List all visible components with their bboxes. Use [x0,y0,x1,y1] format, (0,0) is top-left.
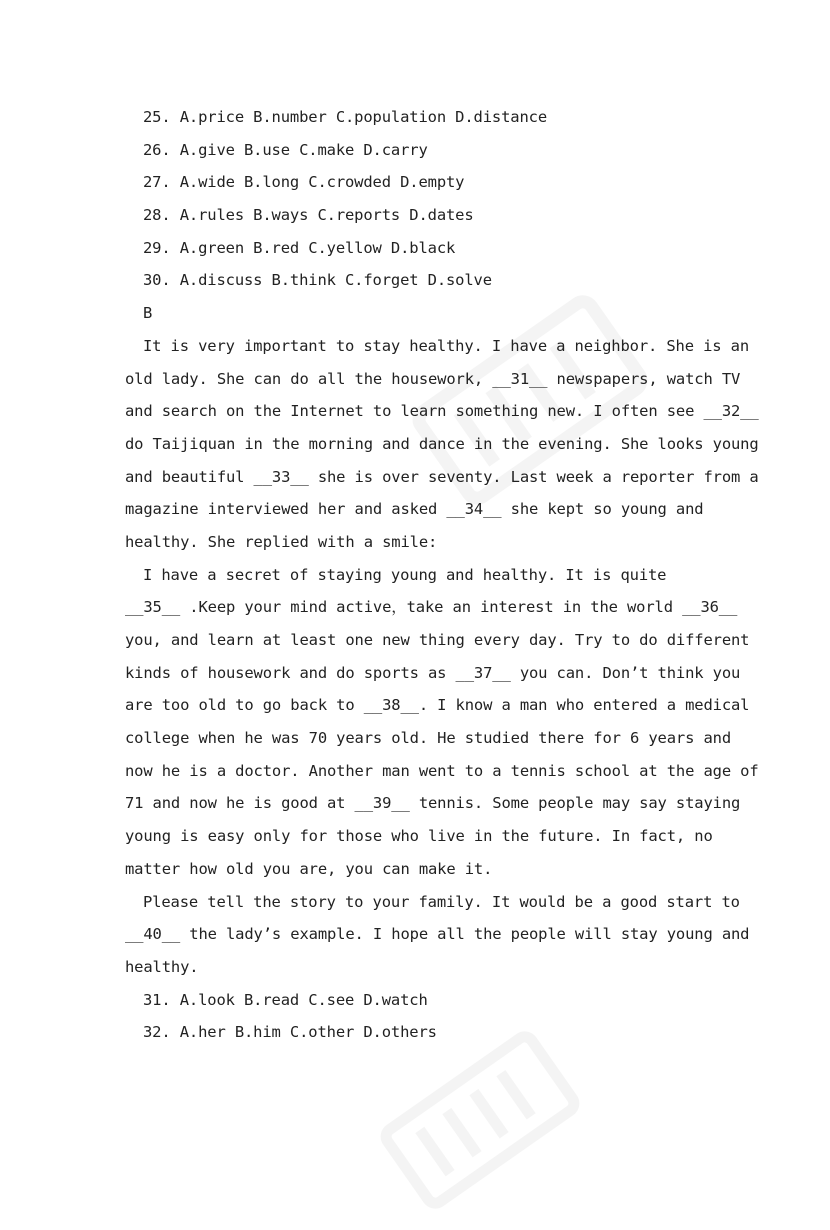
section-heading: B [143,304,153,323]
passage-line: old lady. She can do all the housework, __31__ newspapers, watch TV [125,369,741,388]
question-27-options: 27. A.wide B.long C.crowded D.empty [143,173,465,192]
passage-line: I have a secret of staying young and healthy. It is quite [143,565,667,584]
passage-line: and search on the Internet to learn something new. I often see __32__ [125,402,759,421]
question-29-options: 29. A.green B.red C.yellow D.black [143,238,456,257]
passage-line: kinds of housework and do sports as __37__ you can. Don’t think you [125,663,741,682]
passage-line: 71 and now he is good at __39__ tennis. Some people may say staying [125,794,741,813]
passage-line: are too old to go back to __38__. I know a man who entered a medical [125,696,750,715]
passage-line: matter how old you are, you can make it. [125,859,493,878]
passage-line: you, and learn at least one new thing every day. Try to do different [125,631,750,649]
passage-line: healthy. [125,957,199,976]
passage-line: healthy. She replied with a smile: [125,532,438,551]
passage-line: __35__ .Keep your mind active，take an interest in the world __36__ [125,598,738,617]
question-31-options: 31. A.look B.read C.see D.watch [143,990,428,1009]
passage-line: do Taijiquan in the morning and dance in the evening. She looks young [125,434,759,453]
passage-line: young is easy only for those who live in the future. In fact, no [125,827,713,846]
question-32-options: 32. A.her B.him C.other D.others [143,1023,437,1042]
question-30-options: 30. A.discuss B.think C.forget D.solve [143,271,492,290]
question-28-options: 28. A.rules B.ways C.reports D.dates [143,206,474,225]
passage-line: college when he was 70 years old. He studied there for 6 years and [125,729,731,748]
passage-line: now he is a doctor. Another man went to a tennis school at the age of [125,761,759,780]
passage-line: __40__ the lady’s example. I hope all the people will stay young and [125,925,750,944]
passage-line: magazine interviewed her and asked __34__ she kept so young and [125,500,704,519]
question-26-options: 26. A.give B.use C.make D.carry [143,140,428,159]
passage-line: It is very important to stay healthy. I have a neighbor. She is an [143,336,749,355]
question-25-options: 25. A.price B.number C.population D.distance [143,108,547,126]
document-body [125,101,759,1049]
passage-line: Please tell the story to your family. It would be a good start to [143,892,740,911]
passage-line: and beautiful __33__ she is over seventy. Last week a reporter from a [125,467,759,486]
